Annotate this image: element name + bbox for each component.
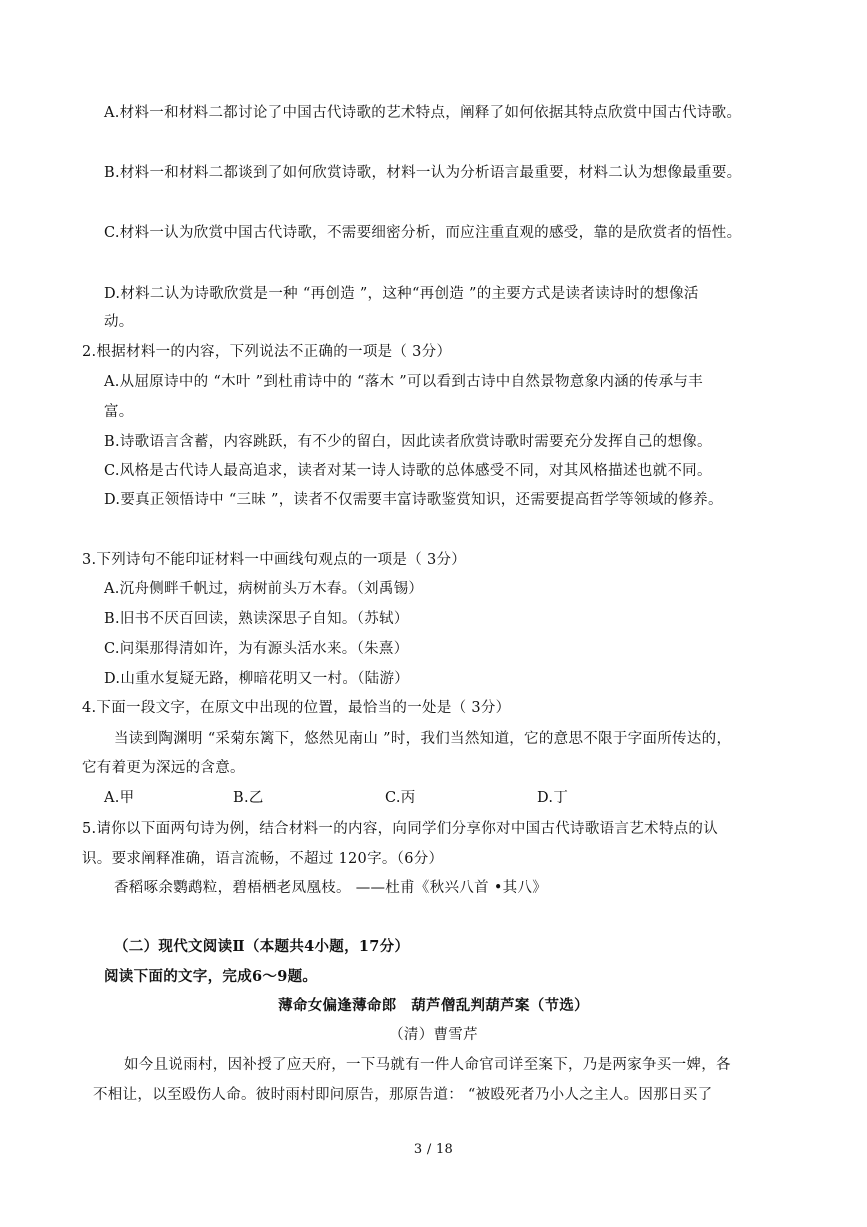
passage-body-line-1: 如今且说雨村，因补授了应天府，一下马就有一件人命官司详至案下，乃是两家争买一婢，各 [124, 1057, 731, 1073]
section-heading: （二）现代文阅读Ⅱ（本题共4小题，17分） [114, 938, 410, 955]
q3-option-c: C.问渠那得清如许，为有源头活水来。（朱熹） [104, 641, 409, 657]
q4-option-b: B.乙 [233, 790, 264, 806]
q1-option-d-cont: 动。 [104, 314, 134, 330]
q2-option-d: D.要真正领悟诗中 “三昧 ”，读者不仅需要丰富诗歌鉴赏知识，还需要提高哲学等领域的修养。 [104, 492, 723, 508]
passage-title: 薄命女偏逢薄命郎 葫芦僧乱判葫芦案（节选） [278, 997, 589, 1014]
q3-option-d: D.山重水复疑无路，柳暗花明又一村。（陆游） [104, 671, 410, 687]
q5-line-2: 识。要求阐释准确，语言流畅，不超过 120字。（6分） [82, 851, 444, 867]
section-instruction: 阅读下面的文字，完成6～9题。 [104, 968, 318, 985]
q3-stem: 3.下列诗句不能印证材料一中画线句观点的一项是（ 3分） [82, 552, 467, 568]
q4-option-d: D.丁 [537, 790, 569, 806]
q1-option-a: A.材料一和材料二都讨论了中国古代诗歌的艺术特点，阐释了如何依据其特点欣赏中国古代诗歌。 [104, 105, 742, 121]
q2-stem: 2.根据材料一的内容，下列说法不正确的一项是（ 3分） [82, 344, 452, 360]
q4-stem: 4.下面一段文字，在原文中出现的位置，最恰当的一处是（ 3分） [82, 700, 511, 716]
q5-line-1: 5.请你以下面两句诗为例，结合材料一的内容，向同学们分享你对中国古代诗歌语言艺术特点的认 [82, 821, 719, 837]
passage-author: （清）曹雪芹 [389, 1027, 478, 1043]
q1-option-d: D.材料二认为诗歌欣赏是一种 “再创造 ”，这种“再创造 ”的主要方式是读者读诗时的想像活 [104, 286, 699, 302]
page-number: 3 / 18 [413, 1142, 454, 1157]
q2-option-c: C.风格是古代诗人最高追求，读者对某一诗人诗歌的总体感受不同，对其风格描述也就不同。 [104, 463, 712, 479]
q3-option-b: B.旧书不厌百回读，熟读深思子自知。（苏轼） [104, 611, 409, 627]
q4-passage-line-2: 它有着更为深远的含意。 [82, 760, 245, 776]
q4-passage-line-1: 当读到陶渊明 “采菊东篱下，悠然见南山 ”时，我们当然知道，它的意思不限于字面所传达的， [114, 731, 732, 747]
q4-option-a: A.甲 [104, 790, 135, 806]
q2-option-b: B.诗歌语言含蓄，内容跳跃，有不少的留白，因此读者欣赏诗歌时需要充分发挥自己的想像。 [104, 434, 712, 450]
q2-option-a: A.从屈原诗中的 “木叶 ”到杜甫诗中的 “落木 ”可以看到古诗中自然景物意象内涵的传承与丰 [104, 374, 703, 390]
passage-body-line-2: 不相让，以至殴伤人命。彼时雨村即问原告，那原告道： “被殴死者乃小人之主人。因那日买了 [93, 1087, 713, 1103]
q2-option-a-cont: 富。 [104, 404, 134, 420]
q5-poem-quote: 香稻啄余鹦鹉粒，碧梧栖老凤凰枝。 ——杜甫《秋兴八首 •其八》 [114, 880, 548, 896]
q1-option-c: C.材料一认为欣赏中国古代诗歌，不需要细密分析，而应注重直观的感受，靠的是欣赏者的悟性。 [104, 225, 742, 241]
q3-option-a: A.沉舟侧畔千帆过，病树前头万木春。（刘禹锡） [104, 581, 424, 597]
q1-option-b: B.材料一和材料二都谈到了如何欣赏诗歌，材料一认为分析语言最重要，材料二认为想像最重要。 [104, 165, 742, 181]
q4-option-c: C.丙 [385, 790, 416, 806]
